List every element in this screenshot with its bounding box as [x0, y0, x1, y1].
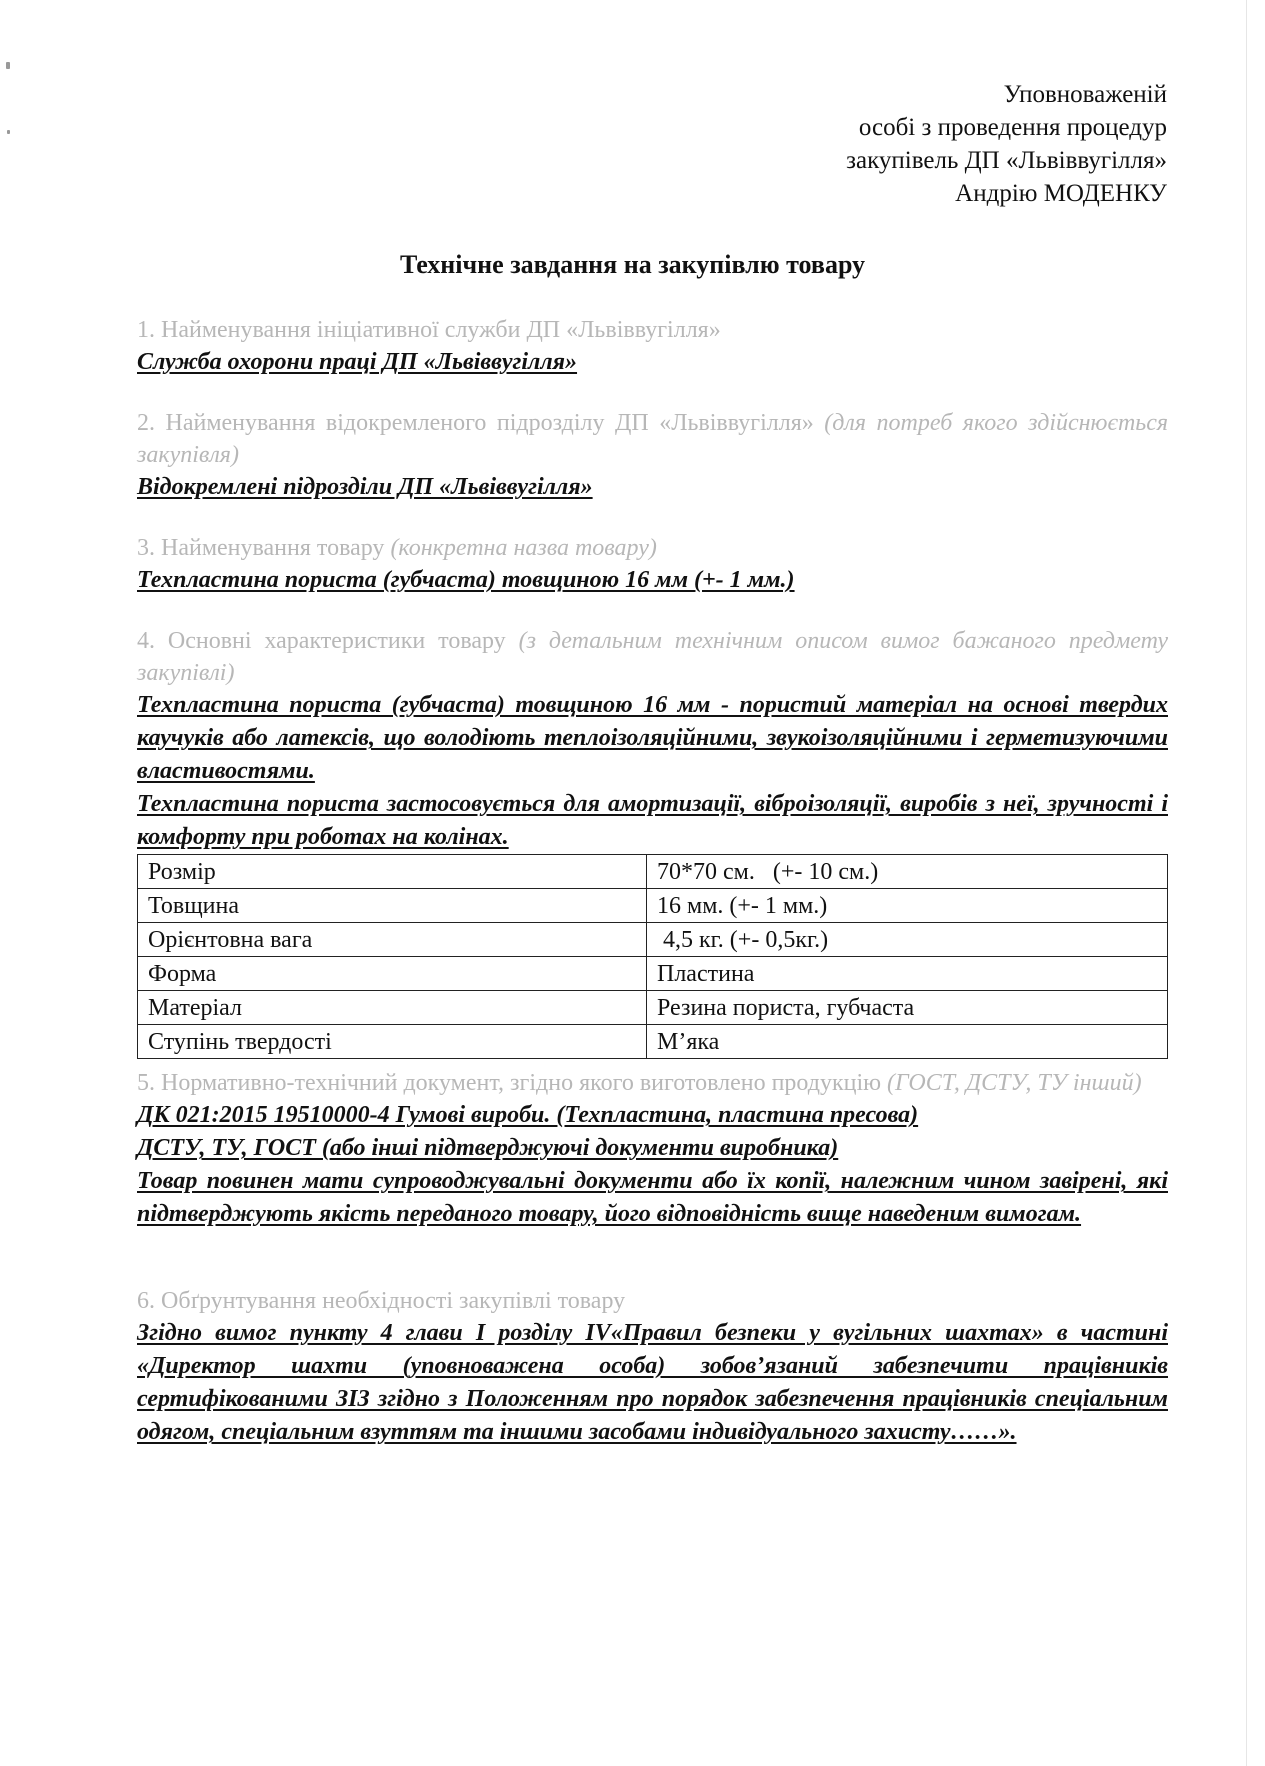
- section-2-answer: Відокремлені підрозділи ДП «Львіввугілля»: [137, 474, 593, 500]
- spec-key: Матеріал: [138, 991, 647, 1025]
- spec-value: Резина пориста, губчаста: [647, 991, 1168, 1025]
- addressee-block: [846, 78, 1167, 210]
- section-2-heading: [137, 407, 1168, 471]
- table-row: [138, 855, 1168, 889]
- specs-table: [137, 854, 1168, 1059]
- section-2-hint: (для потреб якого здійснюється закупівля): [137, 410, 1169, 468]
- section-1-answer: Служба охорони праці ДП «Львіввугілля»: [137, 349, 578, 375]
- addressee-line: закупівель ДП «Львіввугілля»: [846, 147, 1167, 174]
- section-1-heading: 1. Найменування ініціативної служби ДП «Львіввугілля»: [137, 317, 721, 343]
- addressee-name: Андрію МОДЕНКУ: [955, 180, 1167, 207]
- section-5-heading: [137, 1067, 1168, 1099]
- table-row: [138, 923, 1168, 957]
- section-4-description: Техпластина пориста (губчаста) товщиною 16 мм - пористий матеріал на основі твердих каучуків або латексів, що володіють теплоізоляційними, звукоізоляційними і герметизуючими властивостями.: [137, 692, 1168, 784]
- section-5-hint: (ГОСТ, ДСТУ, ТУ інший): [887, 1070, 1142, 1096]
- section-3-hint: (конкретна назва товару): [390, 535, 657, 561]
- table-row: [138, 1025, 1168, 1059]
- section-4-usage: Техпластина пориста застосовується для амортизації, віброізоляції, виробів з неї, зручності і комфорту при роботах на колінах.: [137, 791, 1168, 850]
- section-5-classifier: ДК 021:2015 19510000-4 Гумові вироби. (Техпластина, пластина пресова): [137, 1102, 919, 1128]
- spec-value: 16 мм. (+- 1 мм.): [647, 889, 1168, 923]
- table-row: [138, 957, 1168, 991]
- document-title: Технічне завдання на закупівлю товару: [399, 250, 866, 279]
- section-3-answer: Техпластина пориста (губчаста) товщиною 16 мм (+- 1 мм.): [137, 567, 795, 593]
- spec-key: Форма: [138, 957, 647, 991]
- section-3-heading-text: 3. Найменування товару: [137, 535, 385, 561]
- section-6-justification: Згідно вимог пункту 4 глави I розділу IV«Правил безпеки у вугільних шахтах» в частині «Директор шахти (уповноважена особа) зобов’язаний забезпечити працівників сертифікованими ЗІЗ згідно з Положенням про порядок забезпечення працівників спеціальним одягом, спеціальним взуттям та іншими засобами індивідуального захисту……».: [137, 1320, 1168, 1445]
- section-4-heading-text: 4. Основні характеристики товару: [137, 628, 506, 654]
- spec-value: Пластина: [647, 957, 1168, 991]
- spec-key: Орієнтовна вага: [138, 923, 647, 957]
- section-5-standards: ДСТУ, ТУ, ГОСТ (або інші підтверджуючі документи виробника): [137, 1135, 839, 1161]
- table-row: [138, 991, 1168, 1025]
- spec-key: Розмір: [138, 855, 647, 889]
- spec-value: 70*70 см. (+- 10 см.): [647, 855, 1168, 889]
- section-5-requirements: Товар повинен мати супроводжувальні документи або їх копії, належним чином завірені, які підтверджують якість переданого товару, його відповідність вище наведеним вимогам.: [137, 1168, 1168, 1227]
- scan-speck: [6, 62, 10, 69]
- table-row: [138, 889, 1168, 923]
- section-5-heading-text: 5. Нормативно-технічний документ, згідно якого виготовлено продукцію: [137, 1070, 882, 1096]
- section-4-heading: [137, 625, 1168, 689]
- section-2-heading-text: 2. Найменування відокремленого підрозділу ДП «Львіввугілля»: [137, 410, 814, 436]
- section-4-hint: (з детальним технічним описом вимог бажаного предмету закупівлі): [137, 628, 1169, 686]
- spec-value: М’яка: [647, 1025, 1168, 1059]
- spec-key: Товщина: [138, 889, 647, 923]
- spec-value: 4,5 кг. (+- 0,5кг.): [647, 923, 1168, 957]
- section-3-heading: [137, 532, 1168, 564]
- section-6-heading: 6. Обґрунтування необхідності закупівлі товару: [137, 1288, 626, 1314]
- spec-key: Ступінь твердості: [138, 1025, 647, 1059]
- document-body: [137, 314, 1168, 1449]
- addressee-line: Уповноваженій: [1003, 81, 1167, 108]
- addressee-line: особі з проведення процедур: [858, 114, 1167, 141]
- scan-speck: [7, 130, 10, 134]
